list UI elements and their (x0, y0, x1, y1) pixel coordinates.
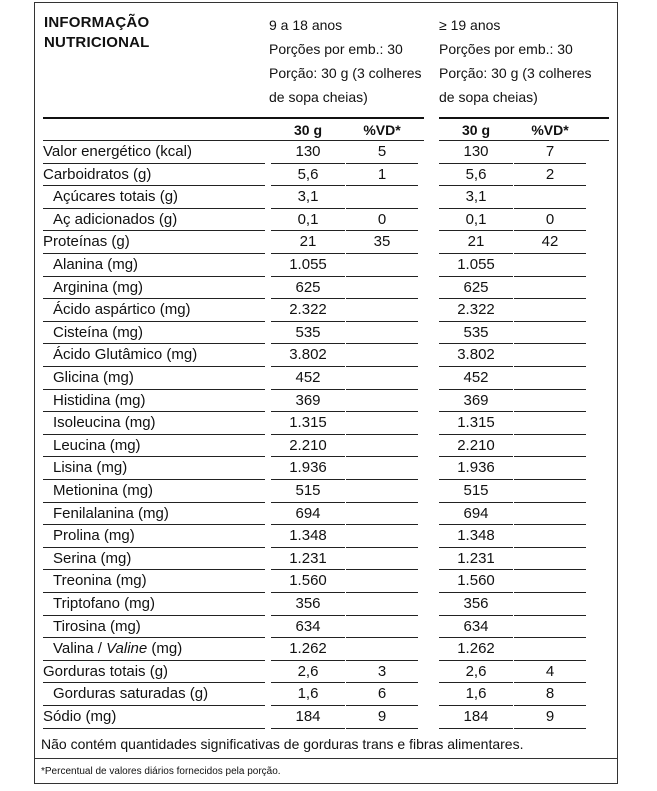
dv-19-plus (514, 593, 586, 616)
nutrient-name: Glicina (mg) (43, 367, 265, 390)
table-row (35, 277, 619, 300)
table-row (35, 209, 619, 232)
amount-19-plus: 5,6 (439, 164, 513, 187)
footnote: *Percentual de valores diários fornecidos pela porção. (41, 766, 281, 777)
amount-9-18: 634 (271, 616, 345, 639)
nutrient-name: Histidina (mg) (43, 390, 265, 413)
group-age: 9 a 18 anos (269, 17, 343, 33)
amount-19-plus: 369 (439, 390, 513, 413)
group-9-18 (269, 13, 434, 109)
amount-9-18: 625 (271, 277, 345, 300)
table-row (35, 548, 619, 571)
dv-9-18 (346, 322, 418, 345)
table-row (35, 593, 619, 616)
amount-9-18: 369 (271, 390, 345, 413)
dv-9-18 (346, 390, 418, 413)
amount-19-plus: 1.231 (439, 548, 513, 571)
dv-9-18 (346, 412, 418, 435)
amount-19-plus: 2,6 (439, 661, 513, 684)
footer-divider (35, 758, 617, 759)
nutrition-facts-panel (34, 2, 618, 784)
dv-9-18: 1 (346, 164, 418, 187)
amount-9-18: 1.055 (271, 254, 345, 277)
dv-9-18 (346, 344, 418, 367)
table-row (35, 683, 619, 706)
nutrient-name: Valor energético (kcal) (43, 141, 265, 164)
amount-9-18: 694 (271, 503, 345, 526)
amount-9-18: 2.322 (271, 299, 345, 322)
amount-19-plus: 694 (439, 503, 513, 526)
nutrient-name: Arginina (mg) (43, 277, 265, 300)
amount-9-18: 1,6 (271, 683, 345, 706)
nutrient-name: Ácido aspártico (mg) (43, 299, 265, 322)
dv-9-18: 5 (346, 141, 418, 164)
table-row (35, 638, 619, 661)
dv-19-plus: 0 (514, 209, 586, 232)
amount-9-18: 130 (271, 141, 345, 164)
dv-9-18 (346, 435, 418, 458)
amount-19-plus: 130 (439, 141, 513, 164)
amount-19-plus: 1.315 (439, 412, 513, 435)
amount-19-plus: 1.055 (439, 254, 513, 277)
amount-9-18: 1.315 (271, 412, 345, 435)
table-row (35, 412, 619, 435)
dv-9-18: 0 (346, 209, 418, 232)
dv-19-plus (514, 322, 586, 345)
amount-9-18: 2.210 (271, 435, 345, 458)
nutrient-name: Ácido Glutâmico (mg) (43, 344, 265, 367)
column-head-dv: %VD* (531, 122, 569, 138)
dv-9-18 (346, 254, 418, 277)
nutrient-name: Tirosina (mg) (43, 616, 265, 639)
group-serving-line-1: Porção: 30 g (3 colheres (439, 65, 592, 81)
table-row (35, 322, 619, 345)
dv-19-plus (514, 344, 586, 367)
nutrient-name: Gorduras totais (g) (43, 661, 265, 684)
group-age: ≥ 19 anos (439, 17, 501, 33)
amount-19-plus: 1,6 (439, 683, 513, 706)
dv-19-plus: 2 (514, 164, 586, 187)
dv-9-18 (346, 525, 418, 548)
nutrient-name: Proteínas (g) (43, 231, 265, 254)
dv-19-plus (514, 277, 586, 300)
amount-9-18: 21 (271, 231, 345, 254)
dv-19-plus (514, 480, 586, 503)
amount-9-18: 1.560 (271, 570, 345, 593)
amount-9-18: 3,1 (271, 186, 345, 209)
nutrient-name: Carboidratos (g) (43, 164, 265, 187)
amount-19-plus: 356 (439, 593, 513, 616)
amount-19-plus: 184 (439, 706, 513, 729)
dv-9-18 (346, 367, 418, 390)
amount-9-18: 5,6 (271, 164, 345, 187)
amount-9-18: 1.936 (271, 457, 345, 480)
amount-9-18: 1.231 (271, 548, 345, 571)
dv-9-18: 3 (346, 661, 418, 684)
nutrient-name: Gorduras saturadas (g) (43, 683, 265, 706)
table-row (35, 435, 619, 458)
header-rule (439, 117, 609, 119)
nutrient-name: Cisteína (mg) (43, 322, 265, 345)
dv-9-18: 6 (346, 683, 418, 706)
table-row (35, 164, 619, 187)
dv-19-plus (514, 299, 586, 322)
footer-note: Não contém quantidades significativas de gorduras trans e fibras alimentares. (41, 736, 524, 752)
table-row (35, 570, 619, 593)
amount-19-plus: 625 (439, 277, 513, 300)
dv-9-18 (346, 457, 418, 480)
dv-9-18 (346, 277, 418, 300)
amount-19-plus: 21 (439, 231, 513, 254)
amount-19-plus: 1.560 (439, 570, 513, 593)
dv-19-plus: 7 (514, 141, 586, 164)
nutrient-name: Açúcares totais (g) (43, 186, 265, 209)
dv-19-plus: 8 (514, 683, 586, 706)
panel-title (44, 13, 150, 53)
dv-19-plus: 42 (514, 231, 586, 254)
table-row (35, 616, 619, 639)
column-head-amount: 30 g (461, 122, 490, 138)
amount-19-plus: 515 (439, 480, 513, 503)
amount-19-plus: 452 (439, 367, 513, 390)
column-head-dv: %VD* (363, 122, 401, 138)
table-row (35, 367, 619, 390)
nutrient-name: Sódio (mg) (43, 706, 265, 729)
header-rule (43, 117, 424, 119)
group-portions: Porções por emb.: 30 (269, 41, 403, 57)
amount-9-18: 452 (271, 367, 345, 390)
dv-19-plus (514, 616, 586, 639)
dv-9-18 (346, 616, 418, 639)
amount-9-18: 535 (271, 322, 345, 345)
dv-19-plus: 4 (514, 661, 586, 684)
table-row (35, 480, 619, 503)
amount-19-plus: 1.936 (439, 457, 513, 480)
dv-19-plus (514, 638, 586, 661)
amount-9-18: 515 (271, 480, 345, 503)
dv-19-plus (514, 525, 586, 548)
dv-19-plus: 9 (514, 706, 586, 729)
dv-9-18 (346, 570, 418, 593)
table-row (35, 186, 619, 209)
amount-9-18: 2,6 (271, 661, 345, 684)
group-serving-line-2: de sopa cheias) (269, 89, 368, 105)
amount-9-18: 1.262 (271, 638, 345, 661)
group-19-plus (439, 13, 617, 109)
nutrient-name: Isoleucina (mg) (43, 412, 265, 435)
dv-9-18 (346, 593, 418, 616)
amount-19-plus: 535 (439, 322, 513, 345)
group-portions: Porções por emb.: 30 (439, 41, 573, 57)
table-row (35, 390, 619, 413)
group-serving-line-2: de sopa cheias) (439, 89, 538, 105)
dv-19-plus (514, 503, 586, 526)
amount-9-18: 3.802 (271, 344, 345, 367)
dv-19-plus (514, 412, 586, 435)
dv-9-18 (346, 548, 418, 571)
dv-19-plus (514, 186, 586, 209)
nutrient-name: Alanina (mg) (43, 254, 265, 277)
dv-19-plus (514, 390, 586, 413)
table-row (35, 231, 619, 254)
amount-19-plus: 2.210 (439, 435, 513, 458)
nutrient-name: Fenilalanina (mg) (43, 503, 265, 526)
amount-19-plus: 634 (439, 616, 513, 639)
amount-19-plus: 2.322 (439, 299, 513, 322)
table-row (35, 299, 619, 322)
table-row (35, 661, 619, 684)
dv-19-plus (514, 548, 586, 571)
table-row (35, 141, 619, 164)
title-line-2: NUTRICIONAL (44, 34, 150, 51)
dv-19-plus (514, 457, 586, 480)
dv-19-plus (514, 367, 586, 390)
table-row (35, 503, 619, 526)
amount-9-18: 356 (271, 593, 345, 616)
nutrient-name: Lisina (mg) (43, 457, 265, 480)
dv-9-18 (346, 186, 418, 209)
amount-19-plus: 1.262 (439, 638, 513, 661)
amount-9-18: 184 (271, 706, 345, 729)
nutrient-name: Triptofano (mg) (43, 593, 265, 616)
table-row (35, 344, 619, 367)
dv-9-18: 35 (346, 231, 418, 254)
amount-19-plus: 3,1 (439, 186, 513, 209)
dv-9-18: 9 (346, 706, 418, 729)
dv-19-plus (514, 254, 586, 277)
table-row (35, 254, 619, 277)
column-head-amount: 30 g (293, 122, 322, 138)
title-line-1: INFORMAÇÃO (44, 14, 150, 31)
amount-9-18: 1.348 (271, 525, 345, 548)
amount-19-plus: 3.802 (439, 344, 513, 367)
amount-9-18: 0,1 (271, 209, 345, 232)
dv-19-plus (514, 435, 586, 458)
nutrient-name: Treonina (mg) (43, 570, 265, 593)
nutrient-name: Prolina (mg) (43, 525, 265, 548)
group-serving-line-1: Porção: 30 g (3 colheres (269, 65, 422, 81)
table-row (35, 706, 619, 729)
dv-9-18 (346, 638, 418, 661)
nutrient-name: Serina (mg) (43, 548, 265, 571)
dv-19-plus (514, 570, 586, 593)
dv-9-18 (346, 503, 418, 526)
amount-19-plus: 0,1 (439, 209, 513, 232)
dv-9-18 (346, 299, 418, 322)
table-row (35, 525, 619, 548)
nutrient-name: Valina / Valine (mg) (43, 638, 265, 661)
amount-19-plus: 1.348 (439, 525, 513, 548)
dv-9-18 (346, 480, 418, 503)
nutrient-name: Aç adicionados (g) (43, 209, 265, 232)
nutrient-name: Metionina (mg) (43, 480, 265, 503)
table-row (35, 457, 619, 480)
nutrient-name: Leucina (mg) (43, 435, 265, 458)
